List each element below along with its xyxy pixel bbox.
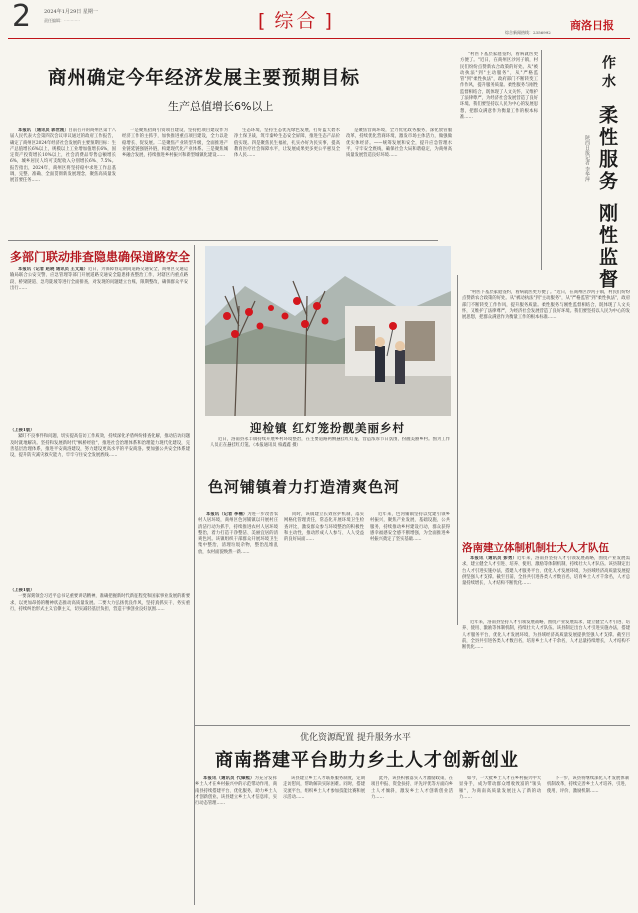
section-title: 综合 — [274, 10, 319, 32]
paper-logo: 商洛日报 — [570, 19, 614, 32]
lead-col3-text: 生态环境，坚持生态优先绿色发展，打好蓝天碧水净土保卫战，筑牢秦岭生态安全屏障，推进生态产品价值实现。四是聚焦民生福祉，扎实办好为民实事，提高教育医疗社会保障水平，让发展成果更多更公平惠及全体人民…… — [234, 128, 340, 159]
article-sehepu — [198, 462, 453, 637]
lead-column-4 — [346, 128, 452, 234]
article-shangnan — [195, 728, 633, 910]
article5-column-2 — [283, 776, 365, 908]
continued-2-text: 一要深刻领会习近平总书记重要讲话精神，准确把握新时代新征程党和国家事业发展的新要求，以更加昂扬的精神状态推动高质量发展。二要大力弘扬优良作风，坚持真抓实干、务实重行，持续纠治形式主义官僚主义，切实减轻基层负担，营造干事创业良好氛围…… — [10, 594, 190, 612]
lead-col1-text: 目前召开的商州区第十八届人民代表大会第四次会议审议通过的政府工作报告，确定了商州区2024年经济社会发展的主要预期目标：生产总值增长6%以上，规模以上工业增加值增长6%，固定资产投资增长10%以上，社会消费品零售总额增长6%，城乡居民人均可支配收入分别增长6%、7.5%。报告指出，2024年，商州区将坚持稳中求进工作总基调，完整、准确、全面贯彻新发展理念，聚焦高质量发展首要任务…… — [10, 128, 116, 184]
lead-headline: 商州确定今年经济发展主要预期目标 — [48, 68, 361, 89]
article5-column-1 — [195, 776, 277, 908]
article5-col3-text: 此外，该县积极落实人才激励政策，在项目申报、资金扶持、评先评优等方面向乡土人才倾斜，激发乡土人才创新创业活力…… — [371, 776, 453, 800]
article5-byline: 本报讯（通讯员 代锋熙） — [203, 776, 255, 781]
article5-col1-text: 为充分发挥乡土人才在乡村振兴中的示范带动作用，商南县持续搭建平台、优化服务，助力乡土人才创新创业。该县建立乡土人才信息库，实行动态管理…… — [195, 776, 277, 807]
article4-body — [462, 556, 630, 620]
photo-caption — [210, 437, 450, 457]
lantern-photo-image — [205, 246, 451, 416]
lead-column-2 — [122, 128, 228, 234]
continued-1-heading: （上接1版） — [10, 428, 35, 433]
article5-kicker: 优化资源配置 提升服务水平 — [300, 733, 411, 743]
article3-headline: 色河铺镇着力打造清爽色河 — [208, 478, 401, 496]
article4-continued-text: 近年来，洛南县坚持人才引领发展战略，围绕产业发展需求，建立健全人才引进、培养、使用、激励等体制机制，持续壮大人才队伍。该县制定出台人才引进实施办法，搭建人才服务平台，优化人才发展环境，为县域经济高质量发展提供坚强人才支撑。截至目前，全县共引进各类人才数百名，培育乡土人才千余名，人才总量持续增长，人才结构不断优化…… — [462, 620, 630, 651]
article-road-safety — [10, 245, 190, 425]
article-luonan — [462, 290, 632, 620]
lantern-photo — [205, 246, 451, 416]
article2-headline: 多部门联动排查隐患确保道路安全 — [10, 250, 191, 264]
article2-text: 近日，为保障春运期间道路交通安全，商州区交通运输局联合公安交警、应急管理等部门开展道路交通安全隐患排查整治工作，对辖区内重点路段、桥梁隧道、急弯陡坡等进行全面排查，对发现的问题建立台账，限期整改，确保群众平安出行…… — [10, 267, 188, 291]
article3-byline: 本报讯（记者 李楠） — [206, 512, 248, 517]
article4-text: 近年来，洛南县坚持人才引领发展战略，围绕产业发展需求，建立健全人才引进、培养、使用、激励等体制机制，持续壮大人才队伍。该县制定出台人才引进实施办法，搭建人才服务平台，优化人才发展环境，为县域经济高质量发展提供坚强人才支撑。截至目前，全县共引进各类人才数百名，培育乡土人才千余名，人才总量持续增长，人才结构不断优化…… — [462, 556, 630, 587]
continued-articles — [10, 428, 190, 768]
article3-column-3 — [370, 512, 450, 632]
lead-subhead: 生产总值增长6%以上 — [168, 100, 274, 113]
article4-continued — [462, 620, 630, 725]
article3-column-2 — [284, 512, 364, 632]
article5-headline: 商南搭建平台助力乡土人才创新创业 — [215, 750, 519, 771]
masthead-editor-line: 责任编辑：⋯⋯⋯⋯ — [44, 18, 80, 23]
article4-byline: 本报讯（通讯员 彭勇） — [470, 556, 518, 561]
article5-column-4 — [459, 776, 541, 908]
article2-body — [10, 267, 188, 427]
masthead-rule — [8, 38, 630, 39]
divider — [8, 240, 438, 241]
side-column-text: "村医下基层家庭签约，看病就医更方便了。"近日，在商州区沙河子镇，村民们纷纷点赞新农合政策的好处。从"被动执法"到"主动服务"，从"严格监管"到"柔性执法"，政府部门不断转变工作作风，提升服务质量。柔性服务与刚性监督相结合，既体现了人文关怀，又维护了法律尊严，为经济社会发展营造了良好环境。我们要坚持以人民为中心的发展思想，把群众满意作为衡量工作的根本标准…… — [460, 52, 538, 120]
bottom-divider — [195, 725, 630, 726]
article3-col1-text: 为进一步改善农村人居环境，商州区色河铺镇以开展村庄清洁行动为抓手，持续推进农村人居环境整治，着力打造干净整洁、美丽宜居的清爽色河。该镇组织干部群众开展环境卫生集中整治，清理垃圾杂物，整治乱堆乱放，农村面貌焕然一新…… — [198, 512, 278, 555]
side-kicker: 作 水 — [600, 55, 616, 88]
side-title: 柔性服务 刚性监督 — [596, 105, 618, 291]
lead-column-3 — [234, 128, 340, 234]
continued-1 — [10, 428, 190, 583]
continued-1-text: 紧盯不良事件和问题，切实提高信访工作质效，持续深化矛盾纠纷排查化解，推动信访问题及时就地解决。坚持和发展新时代"枫桥经验"，推进社会治理体系和治理能力现代化建设，完善基层治理体系，推进平安商洛建设，努力建设更高水平的平安商洛。要加强公共安全体系建设，提升防灾减灾救灾能力，牢牢守住安全发展底线…… — [10, 434, 190, 459]
article4-upper-body — [462, 290, 630, 525]
article5-column-3 — [371, 776, 453, 908]
masthead — [0, 0, 638, 40]
continued-2 — [10, 588, 190, 768]
masthead-date: 2024年1月29日 星期一 — [44, 9, 98, 15]
lead-col2-text: 一是聚焦招商引资项目建设，坚持把项目建设作为经济工作的主抓手，加快推进重点项目建设，全力以赴稳增长、促发展。二是聚焦产业转型升级，全面推进产业链延链强链补链，构建现代化产业体系。三是聚焦城乡融合发展，持续推进乡村振兴和新型城镇化建设…… — [122, 128, 228, 159]
article3-col3-text: 近年来，色河铺镇坚持以党建引领乡村振兴，聚焦产业发展、基础设施、公共服务，持续推动乡村建设行动，群众获得感幸福感安全感不断增强，为全面推进乡村振兴奠定了坚实基础…… — [370, 512, 450, 543]
article4-headline: 洛南建立体制机制壮大人才队伍 — [462, 542, 609, 554]
photo-caption-text: 近日，洛南县永丰镇持续开展乡村环境整治，在主要道路两侧悬挂红灯笼，营造浓厚节日氛围，扮靓美丽乡村。图为工作人员正在悬挂红灯笼。 — [210, 437, 450, 449]
article4-upper-text: "村医下基层家庭签约，看病就医更方便了。"近日，在商州区沙河子镇，村民们纷纷点赞新农合政策的好处。从"被动执法"到"主动服务"，从"严格监管"到"柔性执法"，政府部门不断转变工作作风，提升服务质量。柔性服务与刚性监督相结合，既体现了人文关怀，又维护了法律尊严，为经济社会发展营造了良好环境。我们要坚持以人民为中心的发展思想，把群众满意作为衡量工作的根本标准…… — [462, 290, 630, 321]
page-number: 2 — [12, 0, 32, 34]
article5-column-5 — [547, 776, 629, 908]
article2-byline: 本报讯（记者 赵晓 通讯员 王文迪） — [18, 267, 88, 272]
section-label: [ 综合 ] — [258, 10, 335, 32]
side-column-body — [460, 52, 538, 267]
left-column-divider — [194, 245, 195, 905]
lead-column-1 — [10, 128, 116, 234]
article5-col4-text: 如今，一大批乡土人才在乡村振兴中大显身手，成为带动群众增收致富的"领头雁"，为商南高质量发展注入了新的动力…… — [459, 776, 541, 800]
masthead-info: 综合新闻热线：2356992 — [505, 30, 551, 35]
article3-column-1 — [198, 512, 278, 632]
continued-2-heading: （上接1版） — [10, 588, 35, 593]
article5-col5-text: 下一步，该县将继续深化人才发展体制机制改革，持续完善乡土人才培养、引进、使用、评价、激励机制…… — [547, 776, 629, 794]
side-divider — [541, 50, 542, 270]
lead-col4-text: 是聚焦营商环境，全力优化政务服务，深化放管服改革，持续优化营商环境，激发市场主体活力，做强做优实体经济。——统筹发展和安全，提升应急管理水平，守牢安全底线，确保社会大局和谐稳定，为商州高质量发展营造良好环境…… — [346, 128, 452, 159]
lead-byline: 本报讯 〔通讯员 郭世刚〕 — [18, 128, 69, 133]
side-author: 陕西日报记者 李华萍 — [584, 135, 590, 182]
article3-col2-text: 同时，该镇建立长效管护机制，落实网格化管理责任，常态化开展环境卫生检查评比，激发群众参与环境整治的积极性和主动性，推动形成人人参与、人人受益的良好局面…… — [284, 512, 364, 543]
photo-headline: 迎检镇 红灯笼扮靓美丽乡村 — [250, 421, 406, 435]
photo-credit: （本报通讯员 柏鑫鑫 摄） — [252, 443, 301, 449]
right-divider — [457, 275, 458, 625]
article5-col2-text: 该县建立乡土人才联系服务制度，定期走访慰问，帮助解决实际困难。同时，搭建交流平台，组织乡土人才参加技能比赛和展示活动…… — [283, 776, 365, 800]
